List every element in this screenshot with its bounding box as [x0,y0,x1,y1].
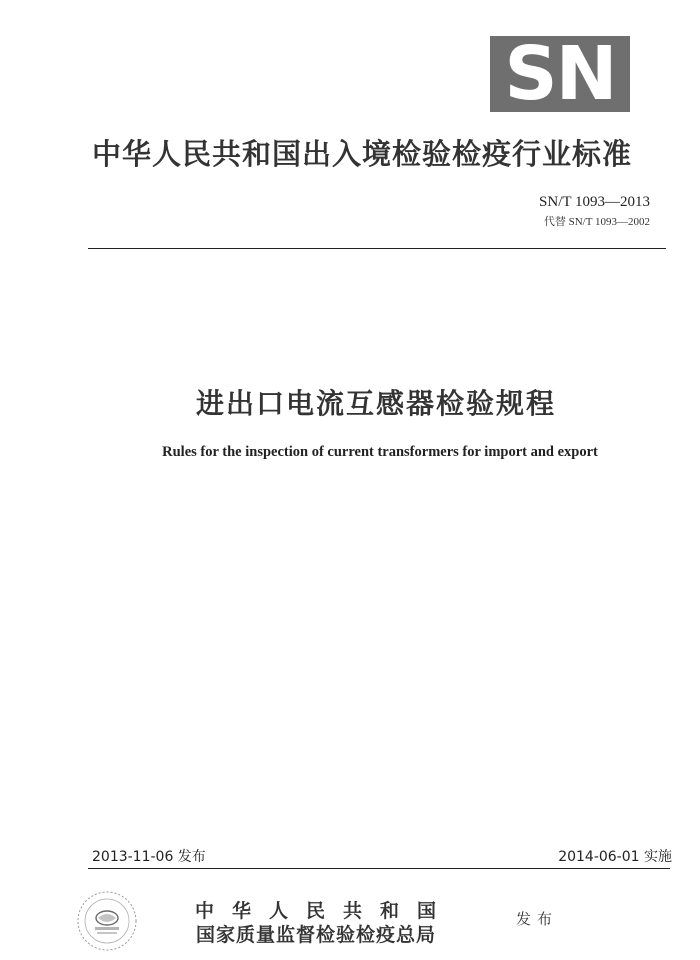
document-title-en: Rules for the inspection of current transformers for import and export [162,444,598,460]
issue-verb: 发布 [516,910,559,928]
standard-replaces: 代替 SN/T 1093—2002 [543,216,650,228]
issue-date: 2013-11-06 发布 [92,849,206,865]
bottom-divider [88,868,670,869]
document-title-cn: 进出口电流互感器检验规程 [195,387,556,420]
header-title: 中华人民共和国出入境检验检疫行业标准 [92,137,633,171]
standard-number: SN/T 1093—2013 [539,194,650,210]
implementation-date: 2014-06-01 实施 [558,849,672,865]
top-divider [88,248,666,249]
issuer-line-2: 国家质量监督检验检疫总局 [196,924,437,946]
issuer-line-1: 中华人民共和国 [195,900,455,922]
seal-stamp-icon [74,888,140,954]
sn-logo: SN [490,36,630,112]
